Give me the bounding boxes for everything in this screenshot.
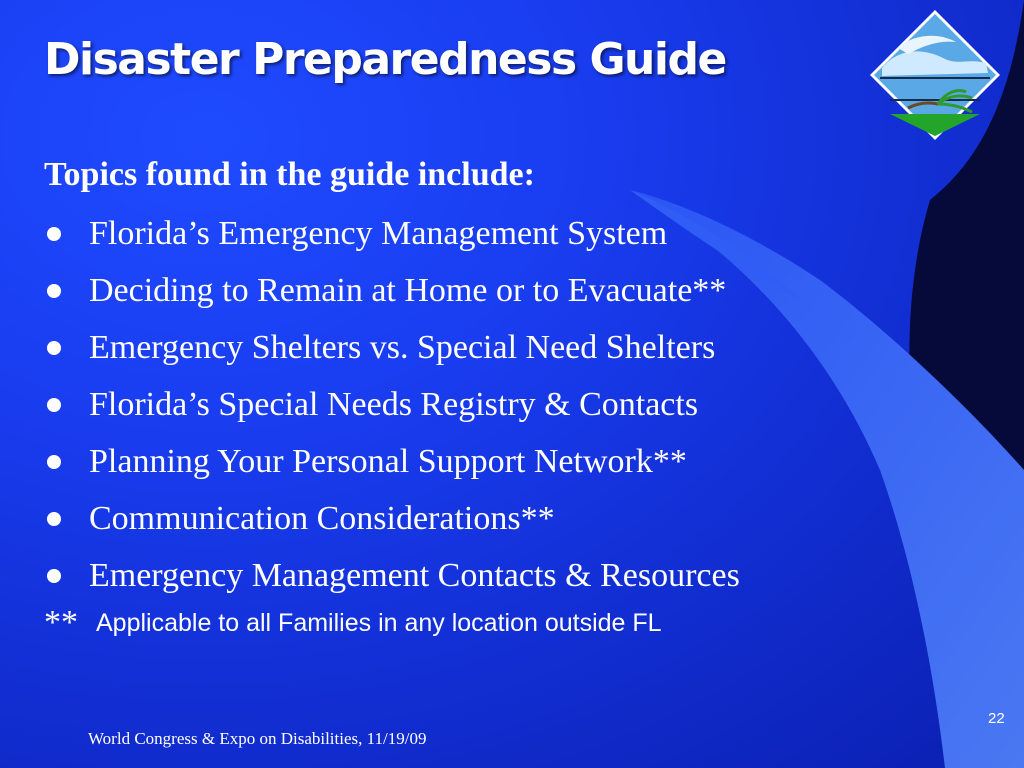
list-item bbox=[44, 495, 740, 552]
list-item bbox=[44, 210, 740, 267]
topic-text: Deciding to Remain at Home or to Evacuate** bbox=[89, 272, 727, 309]
footnote bbox=[44, 604, 662, 642]
beach-logo-icon bbox=[868, 8, 1002, 142]
page-number: 22 bbox=[988, 710, 1005, 727]
bullet-icon bbox=[47, 341, 61, 355]
list-item bbox=[44, 267, 740, 324]
bullet-icon bbox=[47, 455, 61, 469]
footer-text: World Congress & Expo on Disabilities, 11/19/09 bbox=[88, 729, 427, 748]
topic-text: Emergency Management Contacts & Resources bbox=[89, 557, 740, 594]
topic-text: Florida’s Emergency Management System bbox=[89, 215, 668, 252]
bullet-icon bbox=[47, 398, 61, 412]
footnote-text: Applicable to all Families in any location outside FL bbox=[96, 608, 662, 637]
intro-heading: Topics found in the guide include: bbox=[44, 156, 535, 193]
footnote-mark: ** bbox=[44, 604, 78, 641]
list-item bbox=[44, 324, 740, 381]
topic-text: Communication Considerations** bbox=[89, 500, 555, 537]
bullet-icon bbox=[47, 569, 61, 583]
topic-text: Planning Your Personal Support Network** bbox=[89, 443, 687, 480]
bullet-icon bbox=[47, 512, 61, 526]
slide-title: Disaster Preparedness Guide bbox=[44, 34, 726, 85]
bullet-icon bbox=[47, 284, 61, 298]
list-item bbox=[44, 552, 740, 609]
topic-text: Florida’s Special Needs Registry & Contacts bbox=[89, 386, 699, 423]
bullet-icon bbox=[47, 227, 61, 241]
topic-list bbox=[44, 210, 740, 609]
list-item bbox=[44, 438, 740, 495]
topic-text: Emergency Shelters vs. Special Need Shelters bbox=[89, 329, 716, 366]
list-item bbox=[44, 381, 740, 438]
